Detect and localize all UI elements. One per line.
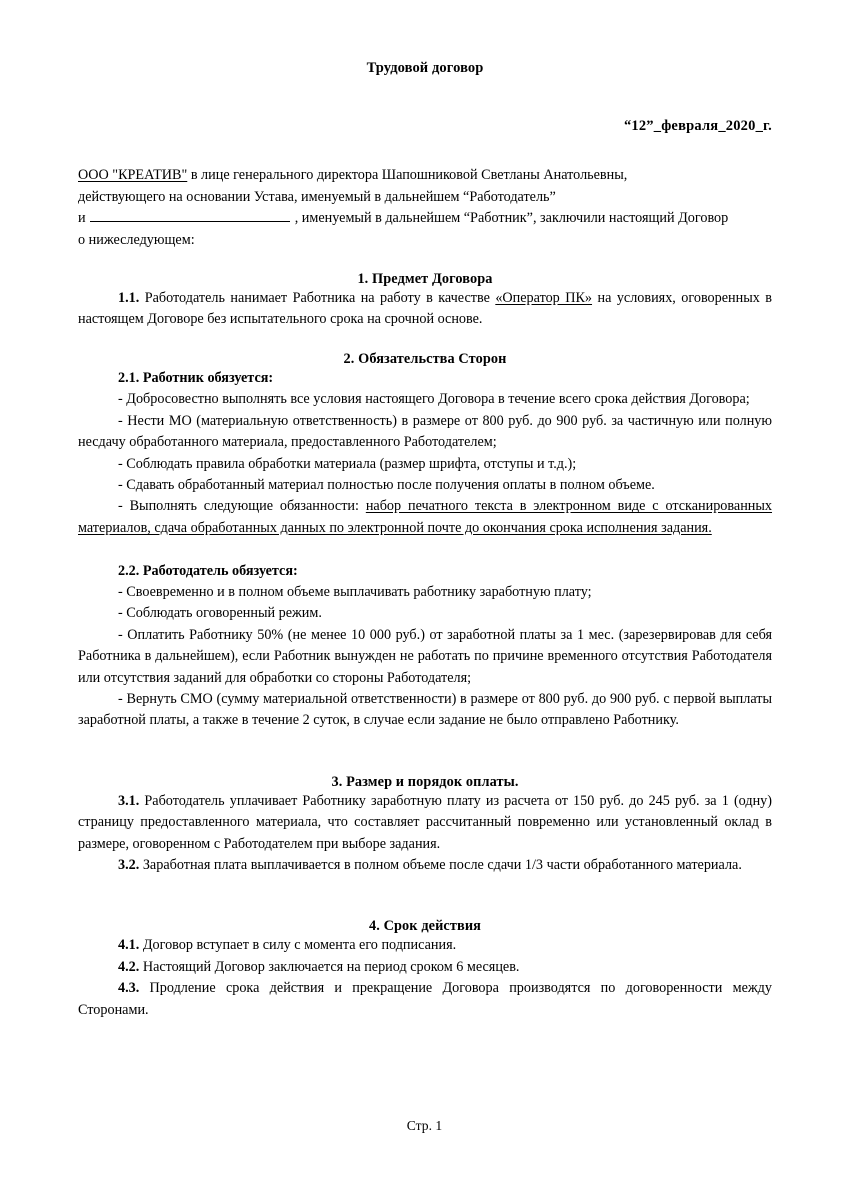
employee-name-blank[interactable]: [90, 208, 290, 222]
list-item: - Соблюдать оговоренный режим.: [118, 605, 322, 622]
clause-1-1: [78, 288, 772, 331]
section-heading-3: 3. Размер и порядок оплаты.: [331, 773, 519, 790]
page-number-footer: Стр. 1: [406, 1118, 443, 1133]
list-item: - Добросовестно выполнять все условия настоящего Договора в течение всего срока действия Договора;: [118, 391, 750, 408]
clause-4-3-number: 4.3.: [118, 980, 140, 997]
position-field: «Оператор ПК»: [495, 290, 593, 307]
preamble-line-3: [78, 208, 772, 230]
clause-4-1: [78, 935, 772, 956]
clause-4-1-text: Договор вступает в силу с момента его подписания.: [139, 937, 457, 954]
clause-3-1-text: Работодатель уплачивает Работнику заработную плату из расчета от 150 руб. до 245 руб. за 1 (одну) страницу предоставленного материала, что составляет рассчитанный повременно или установленный оклад в размере, оговоренном с Работодателем при выборе задания.: [78, 792, 772, 852]
page-title: Трудовой договор: [366, 60, 484, 76]
section-heading-1: 1. Предмет Договора: [357, 271, 493, 288]
clause-3-2-number: 3.2.: [118, 856, 140, 873]
subsection-heading-2-2: 2.2. Работодатель обязуется:: [118, 562, 298, 579]
list-item: - Соблюдать правила обработки материала (размер шрифта, отступы и т.д.);: [118, 455, 577, 472]
list-item: - Оплатить Работнику 50% (не менее 10 000 руб.) от заработной платы за 1 мес. (зарезервировав для себя Работника в дальнейшем), если Работник вынужден не работать по причине временного отсутствия Работодателя или отсутствия заданий для обработки со стороны Работодателя;: [78, 626, 772, 686]
company-name: ООО "КРЕАТИВ": [78, 167, 188, 183]
preamble-line-3-rest: , именуемый в дальнейшем “Работник”, заключили настоящий Договор: [291, 210, 729, 227]
clause-4-2: [78, 957, 772, 978]
clause-4-2-text: Настоящий Договор заключается на период сроком 6 месяцев.: [139, 958, 520, 975]
list-item: - Своевременно и в полном объеме выплачивать работнику заработную плату;: [118, 583, 592, 600]
clause-1-1-text-after: на условиях, оговоренных в настоящем Договоре без испытательного срока на срочной основе.: [78, 290, 772, 328]
contract-date: “12”_февраля_2020_г.: [623, 118, 772, 134]
clause-3-1: [78, 791, 772, 855]
preamble-line-2: действующего на основании Устава, именуемый в дальнейшем “Работодатель”: [78, 188, 556, 205]
clause-4-1-number: 4.1.: [118, 937, 140, 954]
subsection-heading-2-1: 2.1. Работник обязуется:: [118, 369, 274, 386]
spacer: [78, 539, 772, 560]
clause-1-1-number: 1.1.: [118, 290, 140, 307]
section-heading-4: 4. Срок действия: [368, 918, 481, 935]
clause-3-1-number: 3.1.: [118, 792, 140, 809]
preamble-block: [78, 135, 772, 251]
list-item-duties: [78, 496, 772, 539]
list-item: - Нести МО (материальную ответственность) в размере от 800 руб. до 900 руб. за частичную или полную несдачу обработанного материала, предоставленного Работодателем;: [78, 412, 772, 451]
section-heading-2: 2. Обязательства Сторон: [343, 350, 507, 367]
clause-3-2: [78, 855, 772, 876]
clause-4-3-text: Продление срока действия и прекращение Договора производятся по договоренности между Сторонами.: [78, 980, 772, 1018]
clause-1-1-text-before: Работодатель нанимает Работника на работу в качестве: [139, 290, 496, 307]
preamble-line-1: [78, 165, 772, 187]
duties-prefix: - Выполнять следующие обязанности:: [118, 498, 366, 515]
list-item: - Вернуть СМО (сумму материальной ответственности) в размере от 800 руб. до 900 руб. с первой выплаты заработной платы, а также в течение 2 суток, в случае если задание не было отправлено Работнику.: [78, 690, 772, 729]
preamble-line-1-rest: в лице генерального директора Шапошниковой Светланы Анатольевны,: [187, 167, 628, 183]
clause-4-2-number: 4.2.: [118, 958, 140, 975]
clause-3-2-text: Заработная плата выплачивается в полном объеме после сдачи 1/3 части обработанного материала.: [139, 856, 742, 873]
duties-description: набор печатного текста в электронном виде с отсканированных материалов, сдача обработанных данных по электронной почте до окончания срока исполнения задания.: [78, 498, 773, 536]
preamble-line-4: о нижеследующем:: [78, 231, 195, 248]
preamble-line-3-prefix: и: [78, 210, 90, 227]
list-item: - Сдавать обработанный материал полностью после получения оплаты в полном объеме.: [118, 476, 655, 493]
clause-4-3: [78, 978, 772, 1021]
